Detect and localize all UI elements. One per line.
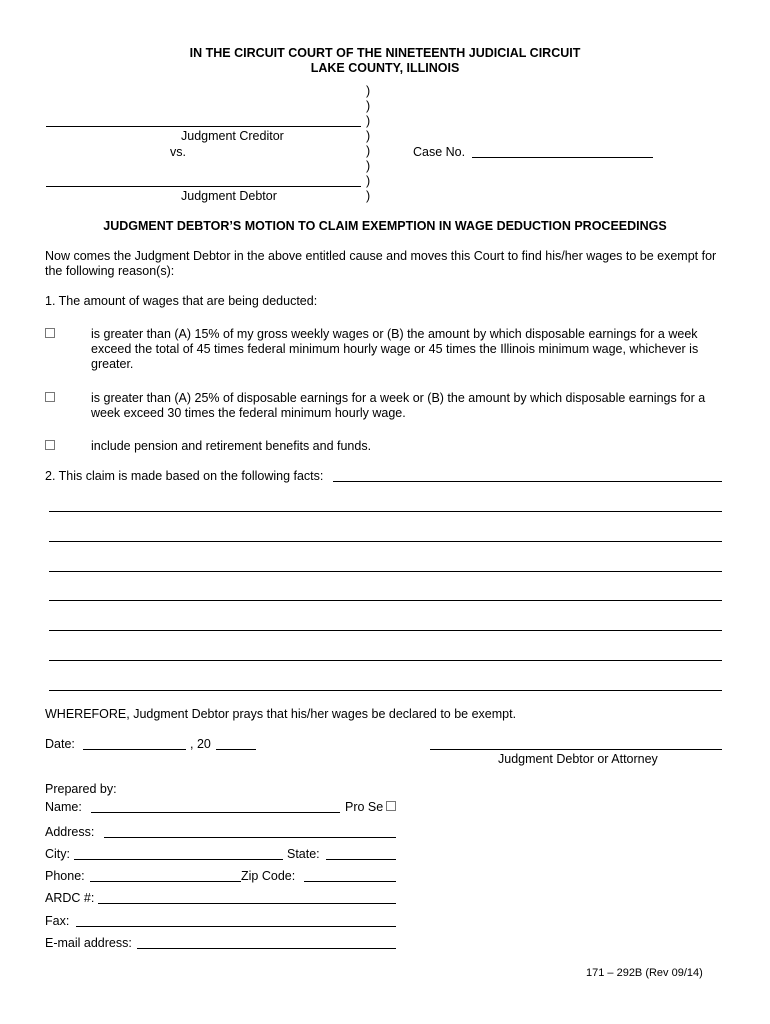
judgment-debtor-label: Judgment Debtor bbox=[181, 189, 277, 203]
case-number-label: Case No. bbox=[413, 145, 466, 159]
prepared-by-heading: Prepared by: bbox=[45, 782, 117, 796]
date-field[interactable] bbox=[83, 749, 186, 750]
paren: ) bbox=[366, 84, 371, 98]
form-number: 171 – 292B (Rev 09/14) bbox=[586, 967, 703, 979]
date-year-field[interactable] bbox=[216, 749, 256, 750]
judgment-debtor-field[interactable] bbox=[46, 186, 361, 187]
option-2-text: is greater than (A) 25% of disposable earnings for a week or (B) the amount by which disposable earnings for a week exceed 30 times the federal minimum hourly wage. bbox=[91, 391, 706, 420]
paren: ) bbox=[366, 144, 371, 158]
versus-label: vs. bbox=[170, 145, 186, 159]
paren: ) bbox=[366, 189, 371, 203]
paren: ) bbox=[366, 174, 371, 188]
judgment-creditor-field[interactable] bbox=[46, 126, 361, 127]
option-1-text: is greater than (A) 15% of my gross weekly wages or (B) the amount by which disposable earnings for a week exceed the total of 45 times federal minimum hourly wage or 45 times the Illinois minimum wage, whichever is greater. bbox=[91, 327, 699, 371]
motion-title: JUDGMENT DEBTOR’S MOTION TO CLAIM EXEMPTION IN WAGE DEDUCTION PROCEEDINGS bbox=[103, 219, 667, 233]
option-1-checkbox[interactable] bbox=[45, 328, 55, 338]
signature-label: Judgment Debtor or Attorney bbox=[498, 752, 658, 766]
paren: ) bbox=[366, 99, 371, 113]
email-field[interactable] bbox=[137, 948, 396, 949]
name-label: Name: bbox=[45, 800, 82, 814]
date-year-prefix: , 20 bbox=[190, 737, 211, 751]
ardc-label: ARDC #: bbox=[45, 891, 95, 905]
facts-line[interactable] bbox=[49, 511, 722, 512]
judgment-creditor-label: Judgment Creditor bbox=[181, 129, 284, 143]
section-2-heading: 2. This claim is made based on the following facts: bbox=[45, 469, 324, 483]
intro-paragraph: Now comes the Judgment Debtor in the above entitled cause and moves this Court to find his/her wages to be exempt for the following reason(s): bbox=[45, 249, 717, 278]
facts-line[interactable] bbox=[333, 481, 722, 482]
case-number-field[interactable] bbox=[472, 157, 653, 158]
wherefore-clause: WHEREFORE, Judgment Debtor prays that his/her wages be declared to be exempt. bbox=[45, 707, 517, 721]
section-1-heading: 1. The amount of wages that are being deducted: bbox=[45, 294, 318, 308]
paren: ) bbox=[366, 129, 371, 143]
facts-line[interactable] bbox=[49, 600, 722, 601]
option-3-text: include pension and retirement benefits and funds. bbox=[91, 439, 372, 453]
facts-line[interactable] bbox=[49, 690, 722, 691]
city-label: City: bbox=[45, 847, 70, 861]
option-2-checkbox[interactable] bbox=[45, 392, 55, 402]
phone-field[interactable] bbox=[90, 881, 241, 882]
zip-code-label: Zip Code: bbox=[241, 869, 296, 883]
pro-se-checkbox[interactable] bbox=[386, 801, 396, 811]
paren: ) bbox=[366, 114, 371, 128]
phone-label: Phone: bbox=[45, 869, 85, 883]
name-field[interactable] bbox=[91, 812, 340, 813]
fax-field[interactable] bbox=[76, 926, 396, 927]
court-county: LAKE COUNTY, ILLINOIS bbox=[310, 61, 460, 75]
facts-line[interactable] bbox=[49, 541, 722, 542]
ardc-field[interactable] bbox=[98, 903, 396, 904]
address-field[interactable] bbox=[104, 837, 396, 838]
address-label: Address: bbox=[45, 825, 95, 839]
date-label: Date: bbox=[45, 737, 75, 751]
facts-line[interactable] bbox=[49, 571, 722, 572]
fax-label: Fax: bbox=[45, 914, 70, 928]
option-3-checkbox[interactable] bbox=[45, 440, 55, 450]
facts-line[interactable] bbox=[49, 630, 722, 631]
email-label: E-mail address: bbox=[45, 936, 132, 950]
zip-code-field[interactable] bbox=[304, 881, 396, 882]
state-label: State: bbox=[287, 847, 320, 861]
pro-se-label: Pro Se bbox=[345, 800, 384, 814]
facts-line[interactable] bbox=[49, 660, 722, 661]
signature-line[interactable] bbox=[430, 749, 722, 750]
city-field[interactable] bbox=[74, 859, 283, 860]
paren: ) bbox=[366, 159, 371, 173]
court-name: IN THE CIRCUIT COURT OF THE NINETEENTH JUDICIAL CIRCUIT bbox=[189, 46, 581, 60]
state-field[interactable] bbox=[326, 859, 396, 860]
